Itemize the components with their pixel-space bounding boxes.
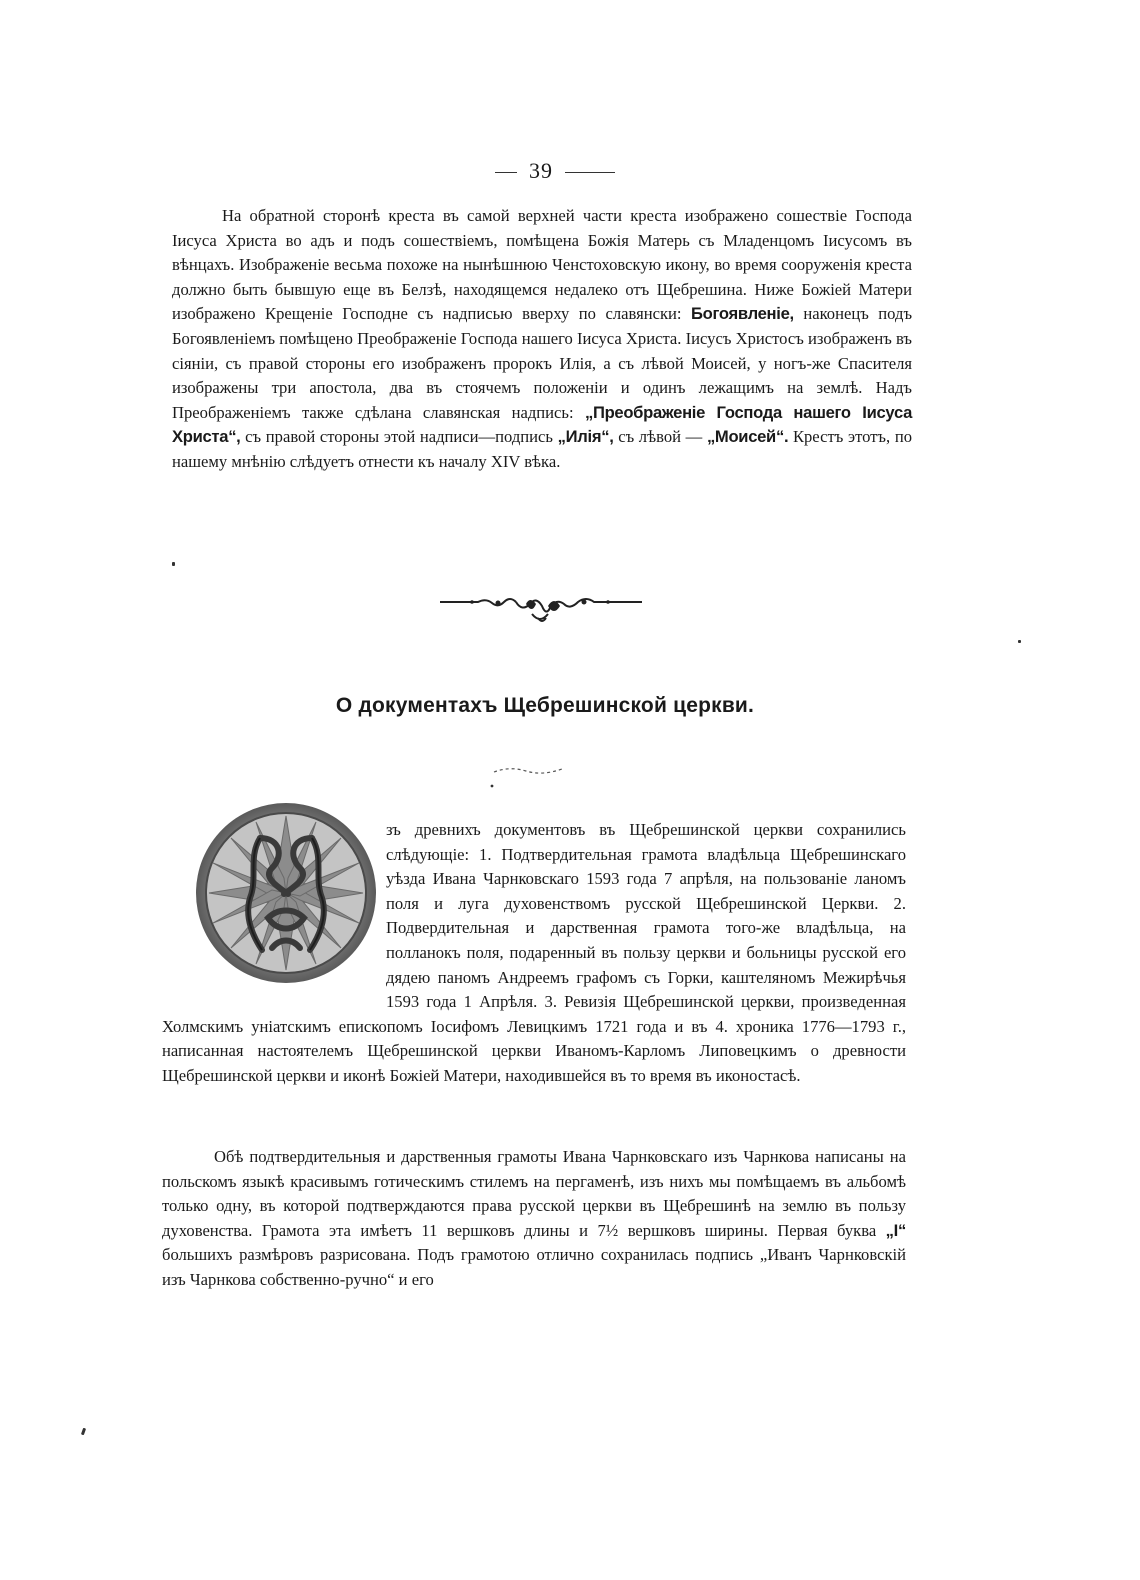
print-speck <box>1018 640 1021 643</box>
paragraph-1-text-c: съ правой стороны этой надписи—подпись <box>245 427 553 447</box>
paragraph-3-text-a: Обѣ подтвердительныя и дарственныя грамоты Ивана Чарнковскаго изъ Чарнкова написаны на польскомъ языкѣ красивымъ готическимъ стилемъ на пергаменѣ, изъ нихъ мы помѣщаемъ въ альбомѣ только одну, въ которой подтверждаются права русской церкви въ Щебрешинѣ на землю въ пользу духовенства. Грамота эта имѣетъ 11 вершковъ длины и 7½ вершковъ ширины. Первая буква <box>162 1147 906 1240</box>
small-flourish-ornament <box>490 762 570 792</box>
page-number <box>0 158 1110 184</box>
page-number-dash-right <box>565 172 615 173</box>
print-speck <box>81 1428 86 1436</box>
print-speck <box>172 562 175 566</box>
paragraph-1-text-d: съ лѣвой — <box>618 427 703 447</box>
section-heading: О документахъ Щебрешинской церкви. <box>335 694 755 717</box>
paragraph-1-text-a: На обратной сторонѣ креста въ самой верхней части креста изображено сошествіе Господа Іисуса Христа во адъ и подъ сошествіемъ, помѣщена Божія Матерь съ Младенцомъ Іисусомъ въ вѣнцахъ. Изображеніе весьма похоже на нынѣшнюю Ченстоховскую икону, во время сооруженія креста должно быть бывшую еще въ Белзѣ, находящемся недалеко отъ Щебрешина. Ниже Божіей Матери изображено Крещеніе Господне съ надписью вверху по славянски: <box>172 206 912 324</box>
seal-wrap-space <box>162 818 386 1014</box>
paragraph-3-text-b: большихъ размѣровъ разрисована. Подъ грамотою отлично сохранилась подпись „Иванъ Чарнковскій изъ Чарнкова собственно-ручно“ и его <box>162 1245 906 1289</box>
paragraph-charters-description <box>162 1145 906 1293</box>
slavonic-inscription-elijah: „Илія“, <box>557 427 614 447</box>
paragraph-documents-list <box>162 818 906 1089</box>
paragraph-1-text-e: Крестъ этотъ, по нашему мнѣнію слѣдуетъ отнести къ началу XIV вѣка. <box>172 427 912 471</box>
page-number-value: 39 <box>529 158 553 183</box>
page-number-dash-left <box>495 172 517 173</box>
paragraph-cross-description <box>172 204 912 475</box>
paragraph-1-text-b: наконецъ подъ Богоявленіемъ помѣщено Преображеніе Господа нашего Іисуса Христа. Іисусъ Христосъ изображенъ въ сіяніи, съ правой стороны его изображенъ пророкъ Илія, а съ лѣвой Моисей, у ногъ-же Спасителя изображены три апостола, два въ стоячемъ положеніи и одинъ лежащимъ на землѣ. Надъ Преображеніемъ также сдѣлана славянская надпись: <box>172 304 913 422</box>
first-letter-quote: „І“ <box>885 1220 906 1240</box>
slavonic-inscription-moses: „Моисей“. <box>706 427 789 447</box>
decorative-divider-ornament <box>438 590 644 628</box>
paragraph-2-text: зъ древнихъ документовъ въ Щебрешинской церкви сохранились слѣдующіе: 1. Подтвердительная грамота владѣльца Щебрешинскаго уѣзда Ивана Чарнковскаго 1593 года 7 апрѣля, на пользованіе ланомъ поля и луга духовенствомъ русской Щебрешинской Церкви. 2. Подвердительная и дарственная грамота того-же владѣльца, на полланокъ поля, подаренный въ пользу церкви и больницы русской его дядею паномъ Андреемъ графомъ съ Горки, каштеляномъ Межирѣчья 1593 года 1 Апрѣля. 3. Ревизія Щебрешинской церкви, произведенная Холмскимъ уніатскимъ епископомъ Іосифомъ Левицкимъ 1721 года и въ 4. хроника 1776—1793 г., написанная настоятелемъ Щебрешинской церкви Иваномъ-Карломъ Липовецкимъ о древности Щебрешинской церкви и иконѣ Божіей Матери, находившейся въ то время въ иконостасѣ. <box>162 820 906 1085</box>
slavonic-inscription-epiphany: Богоявленіе, <box>691 304 794 324</box>
slavonic-inscription-transfiguration: „Преображеніе Господа нашего Іисуса Христа“, <box>172 402 912 447</box>
